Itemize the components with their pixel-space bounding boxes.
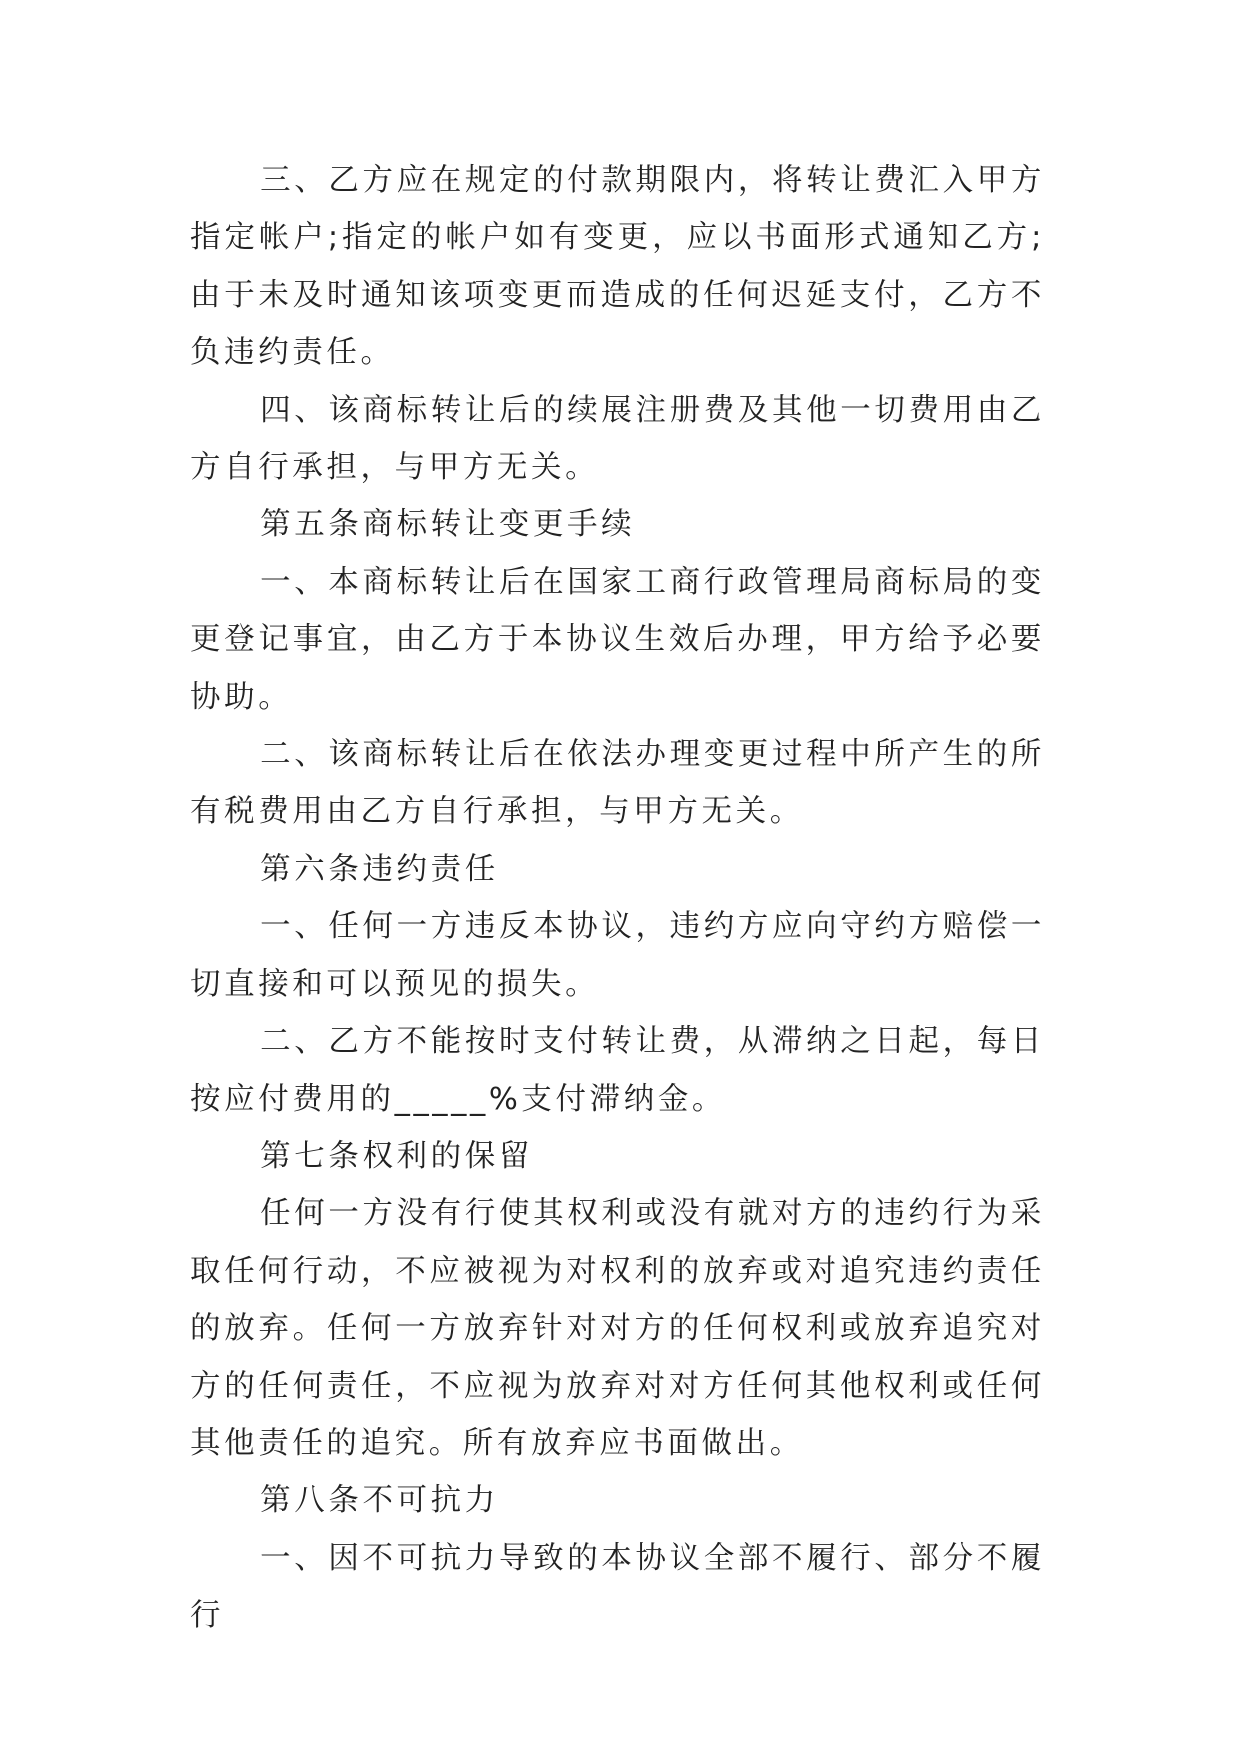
paragraph-breach-compensation: 一、任何一方违反本协议，违约方应向守约方赔偿一切直接和可以预见的损失。 bbox=[190, 909, 1045, 1002]
paragraph-force-majeure: 一、因不可抗力导致的本协议全部不履行、部分不履行 bbox=[190, 1540, 1045, 1634]
paragraph-registration-change: 一、本商标转让后在国家工商行政管理局商标局的变更登记事宜，由乙方于本协议生效后办理，甲方给予必要协助。 bbox=[190, 564, 1045, 715]
section-heading-article-8: 第八条不可抗力 bbox=[260, 1483, 499, 1519]
section-heading-article-6: 第六条违约责任 bbox=[260, 851, 499, 887]
section-heading-article-5: 第五条商标转让变更手续 bbox=[260, 507, 636, 543]
paragraph-late-payment: 二、乙方不能按时支付转让费，从滞纳之日起，每日按应付费用的_____%支付滞纳金。 bbox=[190, 1024, 1045, 1117]
document-body bbox=[190, 152, 1045, 1645]
paragraph-renewal-fees: 四、该商标转让后的续展注册费及其他一切费用由乙方自行承担，与甲方无关。 bbox=[190, 392, 1045, 486]
section-heading-article-7: 第七条权利的保留 bbox=[260, 1138, 533, 1174]
paragraph-waiver-of-rights: 任何一方没有行使其权利或没有就对方的违约行为采取任何行动，不应被视为对权利的放弃或对追究违约责任的放弃。任何一方放弃针对对方的任何权利或放弃追究对方的任何责任，不应视为放弃对对方任何其他权利或任何其他责任的追究。所有放弃应书面做出。 bbox=[190, 1196, 1045, 1461]
paragraph-change-taxes: 二、该商标转让后在依法办理变更过程中所产生的所有税费用由乙方自行承担，与甲方无关。 bbox=[190, 737, 1045, 830]
paragraph-payment-account: 三、乙方应在规定的付款期限内，将转让费汇入甲方指定帐户;指定的帐户如有变更，应以书面形式通知乙方;由于未及时通知该项变更而造成的任何迟延支付，乙方不负违约责任。 bbox=[190, 163, 1045, 371]
